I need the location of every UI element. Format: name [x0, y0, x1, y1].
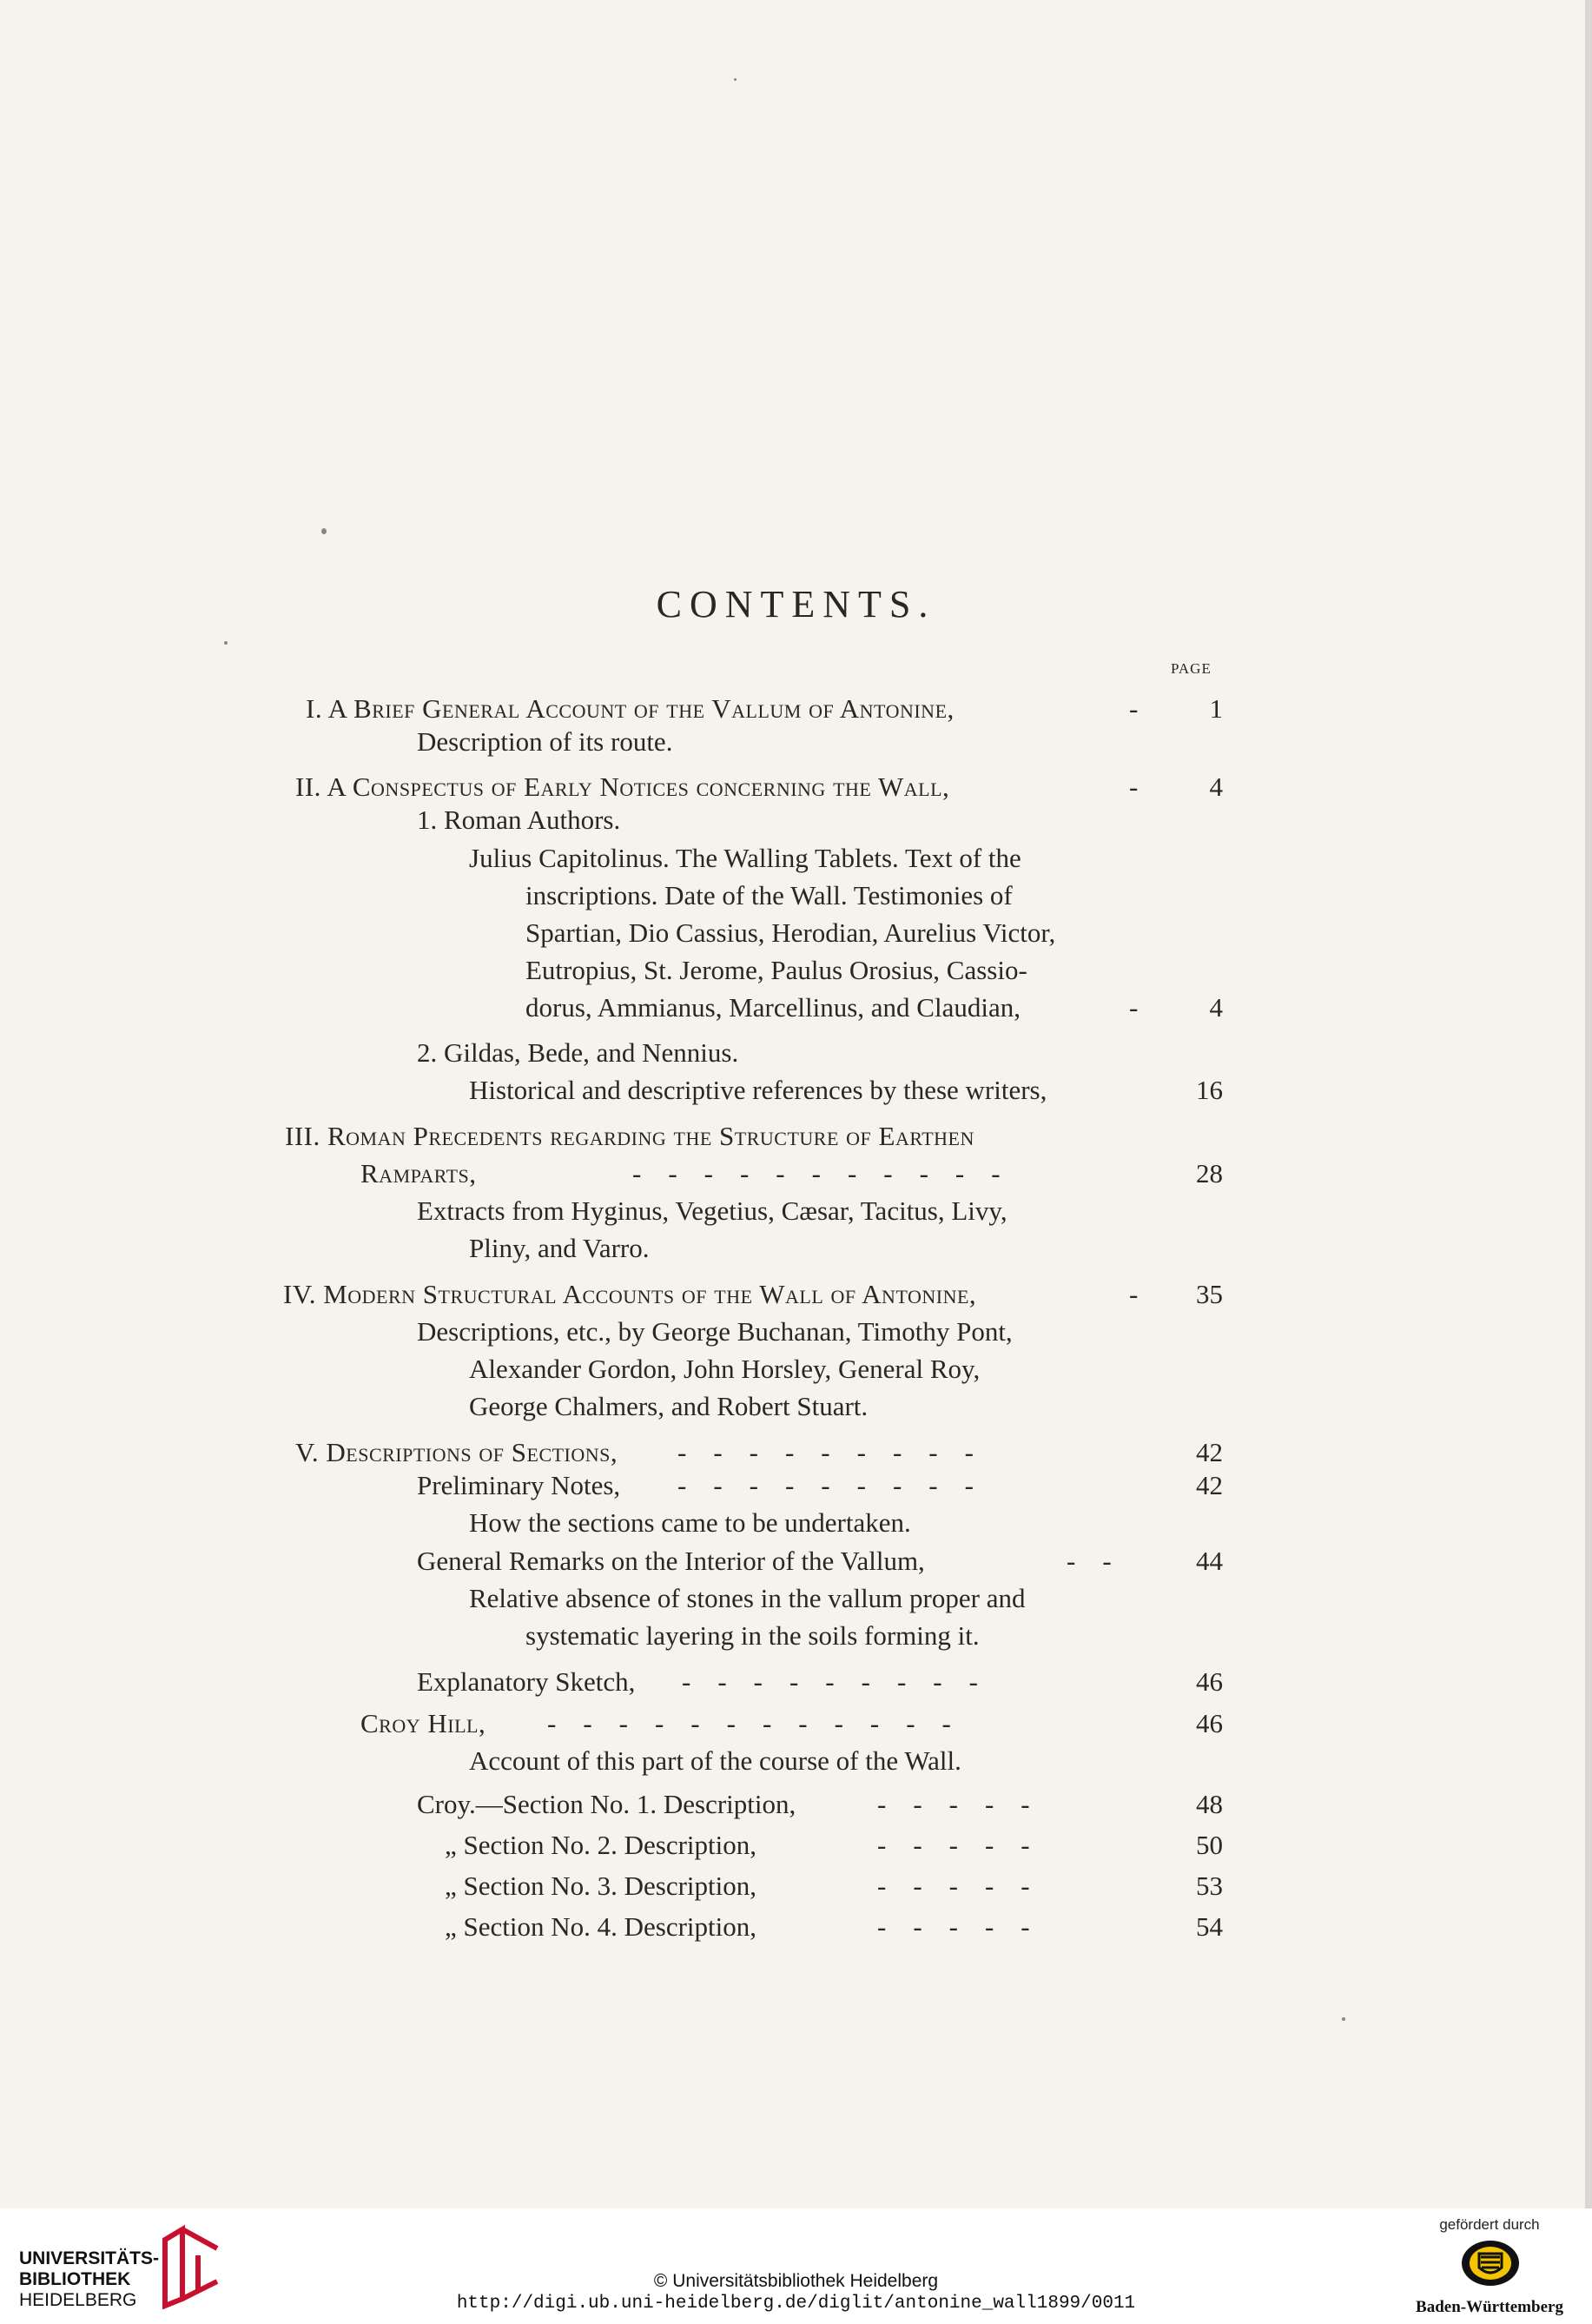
dot-leader: - [1129, 992, 1139, 1023]
dot-leader: - [1129, 771, 1139, 802]
dot-leader: - - - - - [877, 1911, 1030, 1942]
toc-page-number: 53 [1196, 1870, 1223, 1901]
toc-entry-text: 2. Gildas, Bede, and Nennius. [417, 1037, 739, 1068]
toc-page-number: 48 [1196, 1789, 1223, 1819]
toc-page-number: 50 [1196, 1830, 1223, 1860]
toc-entry-text: Extracts from Hyginus, Vegetius, Cæsar, Tacitus, Livy, [417, 1195, 1007, 1226]
toc-page-number: 44 [1196, 1546, 1223, 1576]
dot-leader: - - - - - - - - - [682, 1666, 978, 1697]
toc-entry-text: Account of this part of the course of the Wall. [469, 1745, 961, 1776]
toc-page-number: 4 [1209, 992, 1223, 1023]
dot-leader: - - - - - [877, 1870, 1030, 1901]
page-column-header: PAGE [1171, 660, 1212, 677]
copyright-notice: © Universitätsbibliothek Heidelberg [653, 2271, 939, 2291]
dot-leader: - - - - - [877, 1830, 1030, 1860]
toc-entry-text: inscriptions. Date of the Wall. Testimonies of [525, 880, 1013, 910]
toc-entry-text: „ Section No. 4. Description, [445, 1911, 757, 1942]
toc-entry-text: Relative absence of stones in the vallum proper and [469, 1583, 1026, 1613]
dot-leader: - - - - - - - - - - - [632, 1158, 1001, 1188]
toc-entry-text: II. A Conspectus of Early Notices concerning the Wall, [295, 771, 950, 802]
dot-leader: - - - - - [877, 1789, 1030, 1819]
toc-page-number: 42 [1196, 1470, 1223, 1500]
toc-page-number: 28 [1196, 1158, 1223, 1188]
toc-entry-text: Pliny, and Varro. [469, 1233, 650, 1263]
dot-leader: - - - - - - - - - - - - [547, 1708, 951, 1738]
dot-leader: - - - - - - - - - [677, 1437, 974, 1467]
toc-entry-text: Preliminary Notes, [417, 1470, 621, 1500]
toc-entry-text: systematic layering in the soils forming it. [525, 1620, 980, 1651]
page-edge [1585, 0, 1592, 2208]
toc-entry-text: 1. Roman Authors. [417, 804, 621, 835]
speck [1342, 2017, 1345, 2021]
toc-page-number: 35 [1196, 1279, 1223, 1309]
toc-entry-text: Explanatory Sketch, [417, 1666, 636, 1697]
toc-entry-text: Description of its route. [417, 726, 673, 757]
dot-leader: - - - - - - - - - [677, 1470, 974, 1500]
speck [734, 78, 737, 81]
dot-leader: - [1129, 693, 1139, 724]
dot-leader: - [1129, 1279, 1139, 1309]
toc-entry-text: Alexander Gordon, John Horsley, General Roy, [469, 1354, 981, 1384]
toc-entry-text: Julius Capitolinus. The Walling Tablets. Text of the [469, 843, 1021, 873]
speck [321, 528, 327, 534]
toc-entry-text: Ramparts, [360, 1158, 477, 1188]
toc-entry-text: Eutropius, St. Jerome, Paulus Orosius, Cassio- [525, 955, 1027, 985]
toc-entry-text: Descriptions, etc., by George Buchanan, Timothy Pont, [417, 1316, 1013, 1347]
toc-entry-text: Spartian, Dio Cassius, Herodian, Aurelius Victor, [525, 917, 1056, 948]
toc-entry-text: IV. Modern Structural Accounts of the Wall of Antonine, [283, 1279, 977, 1309]
toc-entry-text: „ Section No. 3. Description, [445, 1870, 757, 1901]
library-name-line3: HEIDELBERG [19, 2290, 137, 2310]
toc-page-number: 4 [1209, 771, 1223, 802]
funder-name: Baden-Württemberg [1416, 2298, 1563, 2316]
toc-entry-text: dorus, Ammianus, Marcellinus, and Claudian, [525, 992, 1021, 1023]
toc-entry-text: Croy Hill, [360, 1708, 486, 1738]
toc-entry-text: Croy.—Section No. 1. Description, [417, 1789, 796, 1819]
toc-page-number: 46 [1196, 1666, 1223, 1697]
toc-page-number: 46 [1196, 1708, 1223, 1738]
contents-title: CONTENTS. [656, 583, 936, 626]
toc-entry-text: „ Section No. 2. Description, [445, 1830, 757, 1860]
toc-page-number: 16 [1196, 1075, 1223, 1105]
library-name-line2: BIBLIOTHEK [19, 2269, 131, 2289]
toc-entry-text: I. A Brief General Account of the Vallum of Antonine, [306, 693, 955, 724]
toc-entry-text: V. Descriptions of Sections, [295, 1437, 618, 1467]
toc-page-number: 1 [1209, 693, 1223, 724]
toc-page-number: 42 [1196, 1437, 1223, 1467]
toc-entry-text: Historical and descriptive references by these writers, [469, 1075, 1047, 1105]
toc-entry-text: How the sections came to be undertaken. [469, 1507, 911, 1538]
speck [224, 641, 228, 645]
library-name-line1: UNIVERSITÄTS- [19, 2248, 160, 2268]
funded-by-label: gefördert durch [1439, 2216, 1540, 2233]
toc-entry-text: III. Roman Precedents regarding the Structure of Earthen [285, 1121, 974, 1151]
toc-page-number: 54 [1196, 1911, 1223, 1942]
dot-leader: - - [1067, 1546, 1112, 1576]
coat-of-arms-icon [1460, 2238, 1521, 2288]
toc-entry-text: General Remarks on the Interior of the Vallum, [417, 1546, 925, 1576]
toc-entry-text: George Chalmers, and Robert Stuart. [469, 1391, 869, 1421]
source-url-link[interactable]: http://digi.ub.uni-heidelberg.de/diglit/antonine_wall1899/0011 [456, 2294, 1136, 2314]
